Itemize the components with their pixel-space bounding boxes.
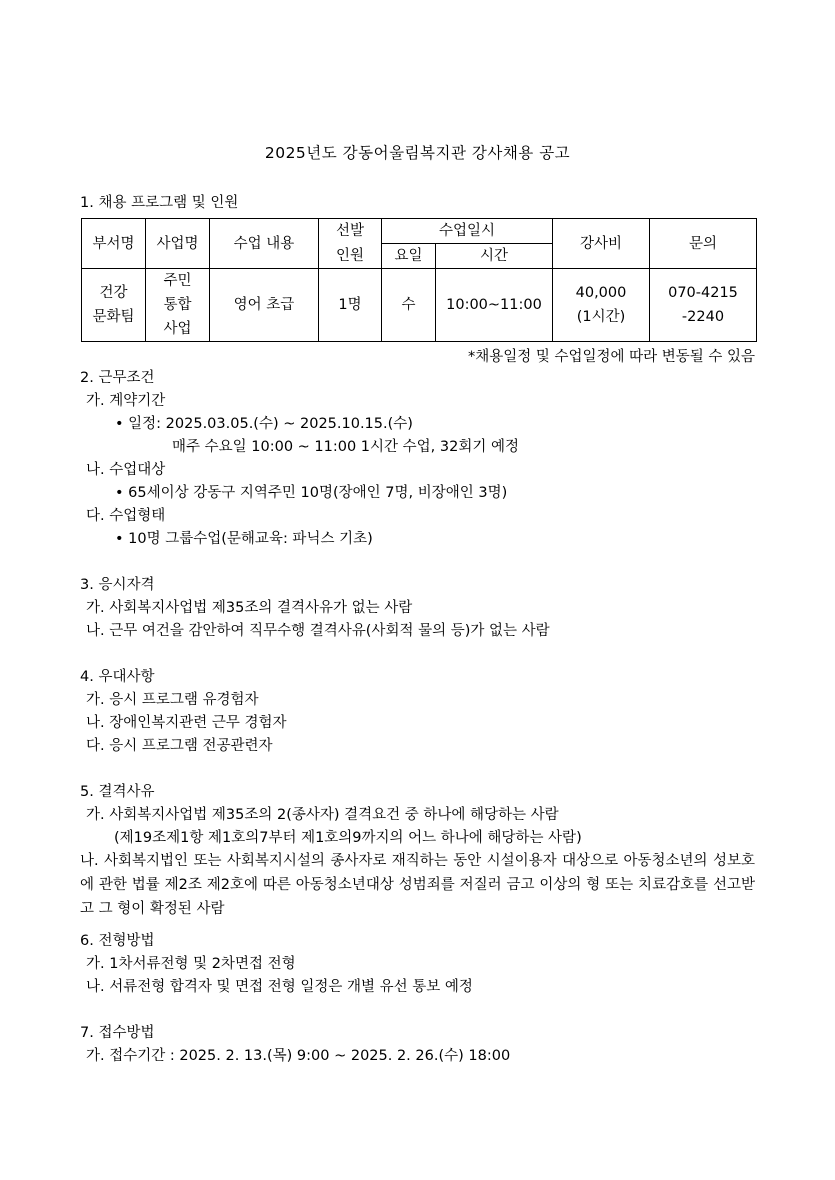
header-time: 시간 xyxy=(436,244,553,269)
document-title: 2025년도 강동어울림복지관 강사채용 공고 xyxy=(264,144,571,162)
header-content: 수업 내용 xyxy=(210,219,319,269)
section-5-item-a-note: (제19조제1항 제1호의7부터 제1호의9까지의 어느 하나에 해당하는 사람) xyxy=(114,830,582,846)
header-biz: 사업명 xyxy=(146,219,210,269)
table-header-row xyxy=(82,219,757,244)
header-contact: 문의 xyxy=(650,219,757,269)
section-2-item-b: 나. 수업대상 xyxy=(86,462,166,478)
section-2-heading: 2. 근무조건 xyxy=(80,370,155,386)
cell-fee-line1: 40,000 xyxy=(575,285,627,301)
header-count-top: 선발 xyxy=(319,219,382,244)
cell-biz xyxy=(146,269,210,342)
cell-biz-line1: 주민 xyxy=(163,273,192,289)
section-5-item-a: 가. 사회복지사업법 제35조의 2(종사자) 결격요건 중 하나에 해당하는 사람 xyxy=(86,807,559,823)
cell-dept-line1: 건강 xyxy=(99,285,128,301)
cell-content: 영어 초급 xyxy=(210,269,319,342)
section-5-item-b: 나. 사회복지법인 또는 사회복지시설의 종사자로 재직하는 동안 시설이용자 대상으로 아동청소년의 성보호에 관한 법률 제2조 제2호에 따른 아동청소년대상 성범죄를 저질러 금고 이상의 형 또는 치료감호를 선고받고 그 형이 확정된 사람 xyxy=(80,853,755,917)
cell-fee-line2: (1시간) xyxy=(576,309,626,325)
section-7-item-a: 가. 접수기간 : 2025. 2. 13.(목) 9:00 ~ 2025. 2. 26.(수) 18:00 xyxy=(86,1048,511,1064)
section-4-heading: 4. 우대사항 xyxy=(80,669,155,685)
section-2-item-c: 다. 수업형태 xyxy=(86,508,166,524)
section-1-heading: 1. 채용 프로그램 및 인원 xyxy=(80,195,239,211)
section-2-item-a-bullet: • 일정: 2025.03.05.(수) ~ 2025.10.15.(수) xyxy=(115,416,413,432)
recruitment-table xyxy=(81,218,757,342)
section-4-item-c: 다. 응시 프로그램 전공관련자 xyxy=(86,738,273,754)
cell-dept xyxy=(82,269,146,342)
section-3-item-b: 나. 근무 여건을 감안하여 직무수행 결격사유(사회적 물의 등)가 없는 사람 xyxy=(86,623,550,639)
header-day: 요일 xyxy=(382,244,436,269)
cell-contact-line1: 070-4215 xyxy=(668,285,738,301)
section-4-item-b: 나. 장애인복지관련 근무 경험자 xyxy=(86,715,287,731)
cell-time: 10:00~11:00 xyxy=(436,269,553,342)
section-5-heading: 5. 결격사유 xyxy=(80,784,155,800)
section-2-item-a-detail: 매주 수요일 10:00 ~ 11:00 1시간 수업, 32회기 예정 xyxy=(172,439,519,455)
cell-fee xyxy=(553,269,650,342)
section-6-item-a: 가. 1차서류전형 및 2차면접 전형 xyxy=(86,956,296,972)
cell-biz-line2: 통합 xyxy=(163,297,192,313)
section-2-item-c-bullet: • 10명 그룹수업(문해교육: 파닉스 기초) xyxy=(115,531,373,547)
section-6-heading: 6. 전형방법 xyxy=(80,933,155,949)
table-row xyxy=(82,269,757,342)
section-2-item-b-bullet: • 65세이상 강동구 지역주민 10명(장애인 7명, 비장애인 3명) xyxy=(115,485,508,501)
section-7-heading: 7. 접수방법 xyxy=(80,1025,155,1041)
cell-dept-line2: 문화팀 xyxy=(92,309,135,325)
section-6-item-b: 나. 서류전형 합격자 및 면접 전형 일정은 개별 유선 통보 예정 xyxy=(86,979,473,995)
header-schedule: 수업일시 xyxy=(382,219,553,244)
section-2-item-a: 가. 계약기간 xyxy=(86,393,166,409)
section-3-item-a: 가. 사회복지사업법 제35조의 결격사유가 없는 사람 xyxy=(86,600,413,616)
header-count-bottom: 인원 xyxy=(319,244,382,269)
cell-contact-line2: -2240 xyxy=(681,309,725,325)
cell-contact xyxy=(650,269,757,342)
cell-count: 1명 xyxy=(319,269,382,342)
header-dept: 부서명 xyxy=(82,219,146,269)
cell-day: 수 xyxy=(382,269,436,342)
header-fee: 강사비 xyxy=(553,219,650,269)
section-4-item-a: 가. 응시 프로그램 유경험자 xyxy=(86,692,259,708)
table-note: *채용일정 및 수업일정에 따라 변동될 수 있음 xyxy=(467,349,755,365)
cell-biz-line3: 사업 xyxy=(163,321,192,337)
section-3-heading: 3. 응시자격 xyxy=(80,577,155,593)
